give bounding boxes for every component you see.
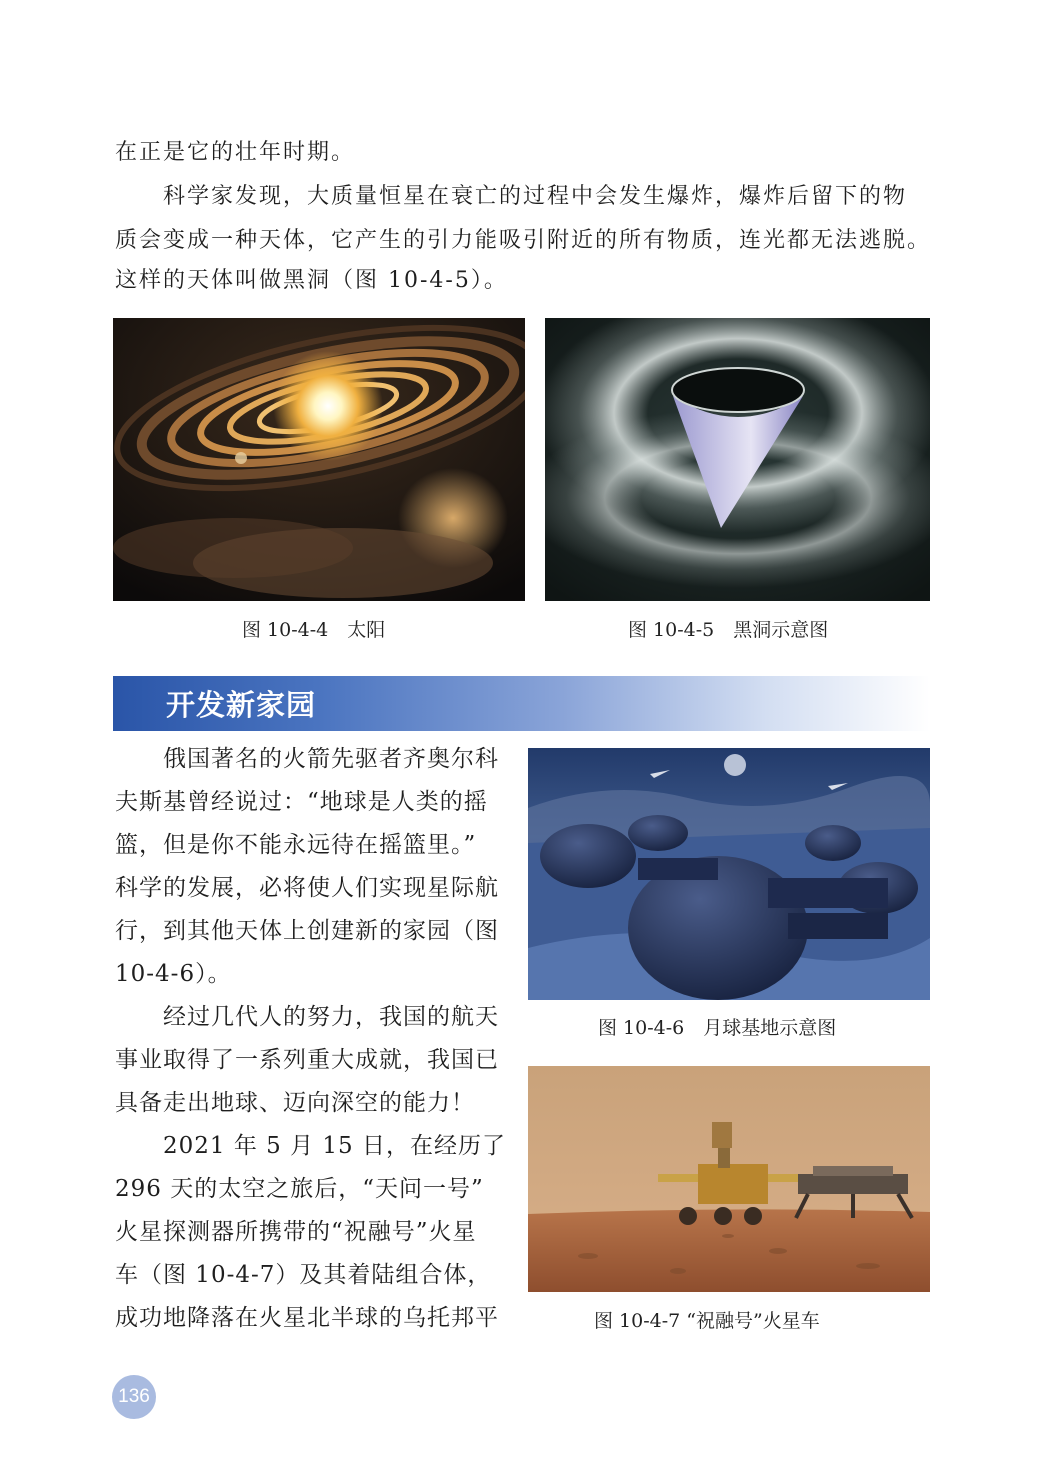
section-line-4: 科学的发展，必将使人们实现星际航: [115, 875, 499, 901]
section-line-7: 经过几代人的努力，我国的航天: [115, 1004, 499, 1030]
moon-base-caption: 图 10-4-6 月球基地示意图: [598, 1017, 837, 1039]
section-line-3: 篮，但是你不能永远待在摇篮里。”: [115, 832, 477, 858]
intro-line-1: 在正是它的壮年时期。: [115, 140, 356, 165]
section-line-9: 具备走出地球、迈向深空的能力！: [115, 1090, 475, 1116]
rover-image: [528, 1066, 930, 1292]
moon-base-image: [528, 748, 930, 1000]
intro-line-4: 这样的天体叫做黑洞（图 10-4-5）。: [115, 268, 508, 293]
section-line-6: 10-4-6）。: [115, 961, 232, 987]
section-line-8: 事业取得了一系列重大成就，我国已: [115, 1047, 499, 1073]
section-line-13: 车（图 10-4-7）及其着陆组合体，: [115, 1262, 492, 1288]
black-hole-image: [545, 318, 930, 601]
intro-line-3: 质会变成一种天体，它产生的引力能吸引附近的所有物质，连光都无法逃脱。: [115, 228, 932, 253]
section-line-1: 俄国著名的火箭先驱者齐奥尔科: [115, 746, 499, 772]
black-hole-caption: 图 10-4-5 黑洞示意图: [628, 619, 829, 641]
section-title: 开发新家园: [166, 688, 317, 722]
section-line-2: 夫斯基曾经说过：“地球是人类的摇: [115, 789, 488, 815]
sun-image: [113, 318, 525, 601]
section-line-10: 2021 年 5 月 15 日，在经历了: [115, 1133, 506, 1159]
page-number: 136: [112, 1375, 156, 1419]
intro-line-2: 科学家发现，大质量恒星在衰亡的过程中会发生爆炸，爆炸后留下的物: [115, 184, 908, 209]
rover-caption: 图 10-4-7 “祝融号”火星车: [594, 1310, 820, 1332]
section-line-12: 火星探测器所携带的“祝融号”火星: [115, 1219, 477, 1245]
section-line-14: 成功地降落在火星北半球的乌托邦平: [115, 1305, 499, 1331]
section-line-5: 行，到其他天体上创建新的家园（图: [115, 918, 499, 944]
sun-caption: 图 10-4-4 太阳: [242, 619, 386, 641]
section-line-11: 296 天的太空之旅后，“天问一号”: [115, 1176, 484, 1202]
